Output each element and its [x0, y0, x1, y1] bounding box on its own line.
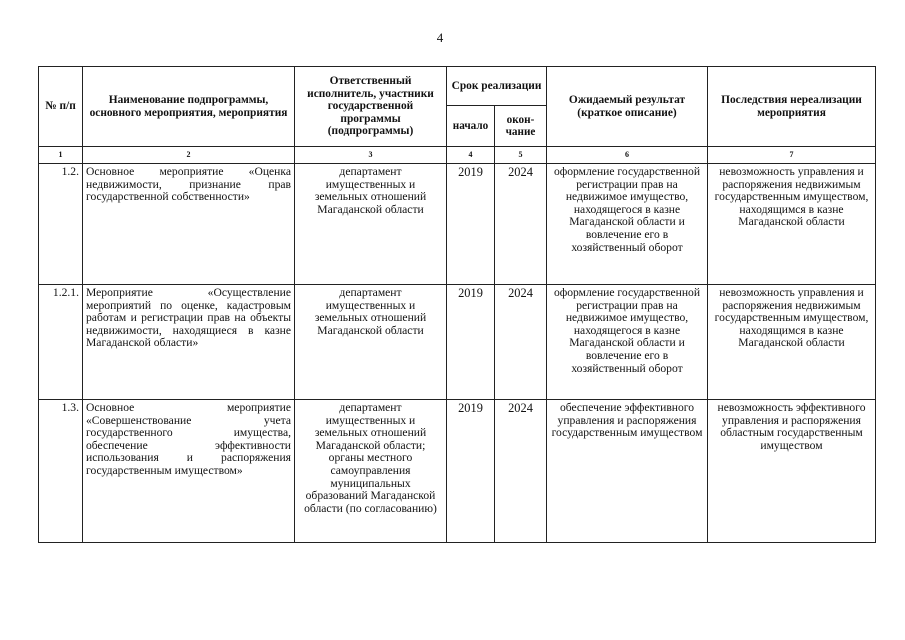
row-consequences: невозможность эффективного управления и распоряжения областным государственным имуществом — [708, 400, 876, 543]
header-period: Срок реализации — [447, 67, 547, 106]
header-start: начало — [447, 106, 495, 147]
table-row — [39, 400, 876, 543]
column-number: 5 — [495, 147, 547, 164]
column-number: 4 — [447, 147, 495, 164]
table-row — [39, 285, 876, 400]
table-row — [39, 164, 876, 285]
header-responsible: Ответственный исполнитель, участники государственной программы (подпрограммы) — [295, 67, 447, 147]
header-consequences: Последствия нереализации мероприятия — [708, 67, 876, 147]
row-end-year: 2024 — [495, 285, 547, 400]
row-end-year: 2024 — [495, 400, 547, 543]
column-number-row — [39, 147, 876, 164]
header-num: № п/п — [39, 67, 83, 147]
page-number: 4 — [436, 30, 444, 45]
row-number: 1.3. — [39, 400, 83, 543]
column-number: 6 — [547, 147, 708, 164]
row-responsible: департамент имущественных и земельных отношений Магаданской области — [295, 285, 447, 400]
row-name: Основное мероприятие «Совершенствование учета государственного имущества, обеспечение эффективности использования и распоряжения государственным имуществом» — [83, 400, 295, 543]
column-number: 2 — [83, 147, 295, 164]
row-name: Мероприятие «Осуществление мероприятий по оценке, кадастровым работам и регистрации прав на объекты недвижимости, находящиеся в казне Магаданской области» — [83, 285, 295, 400]
row-result: оформление государственной регистрации прав на недвижимое имущество, находящегося в казне Магаданской области и вовлечение его в хозяйственный оборот — [547, 164, 708, 285]
row-responsible: департамент имущественных и земельных отношений Магаданской области — [295, 164, 447, 285]
row-result: обеспечение эффективного управления и распоряжения государственным имуществом — [547, 400, 708, 543]
row-consequences: невозможность управления и распоряжения недвижимым государственным имуществом, находящимся в казне Магаданской области — [708, 285, 876, 400]
column-number: 1 — [39, 147, 83, 164]
row-start-year: 2019 — [447, 164, 495, 285]
program-activities-table — [38, 66, 876, 543]
row-number: 1.2. — [39, 164, 83, 285]
column-number: 3 — [295, 147, 447, 164]
row-responsible: департамент имущественных и земельных отношений Магаданской области; органы местного самоуправления муниципальных образований Магаданской области (по согласованию) — [295, 400, 447, 543]
header-row-1 — [39, 67, 876, 106]
row-result: оформление государственной регистрации прав на недвижимое имущество, находящегося в казне Магаданской области и вовлечение его в хозяйственный оборот — [547, 285, 708, 400]
column-number: 7 — [708, 147, 876, 164]
row-number: 1.2.1. — [39, 285, 83, 400]
row-consequences: невозможность управления и распоряжения недвижимым государственным имуществом, находящимся в казне Магаданской области — [708, 164, 876, 285]
row-start-year: 2019 — [447, 400, 495, 543]
header-result: Ожидаемый результат (краткое описание) — [547, 67, 708, 147]
header-end: окон-чание — [495, 106, 547, 147]
row-end-year: 2024 — [495, 164, 547, 285]
row-start-year: 2019 — [447, 285, 495, 400]
row-name: Основное мероприятие «Оценка недвижимости, признание прав государственной собственности» — [83, 164, 295, 285]
header-name: Наименование подпрограммы, основного мероприятия, мероприятия — [83, 67, 295, 147]
